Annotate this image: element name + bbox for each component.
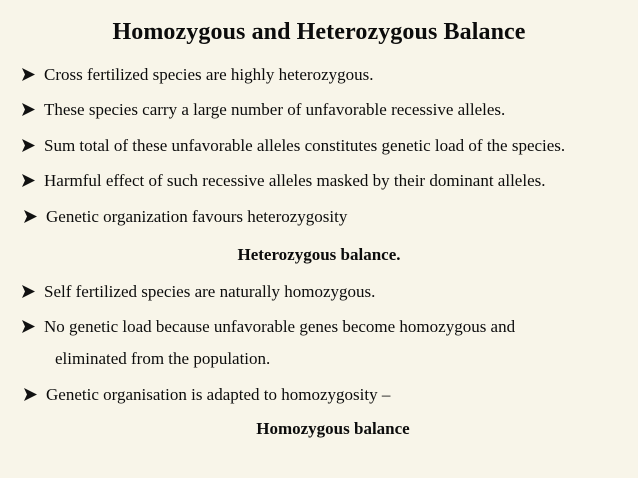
bullet-continuation: eliminated from the population. bbox=[55, 349, 271, 368]
bullet-item bbox=[22, 316, 618, 337]
arrowhead-bullet-icon bbox=[22, 285, 35, 298]
bullet-text: Harmful effect of such recessive alleles masked by their dominant alleles. bbox=[44, 171, 546, 190]
bullet-text: These species carry a large number of unfavorable recessive alleles. bbox=[44, 100, 506, 119]
bullet-text: Self fertilized species are naturally homozygous. bbox=[44, 282, 376, 301]
arrowhead-bullet-icon bbox=[22, 103, 35, 116]
arrowhead-bullet-icon bbox=[24, 210, 37, 223]
arrowhead-bullet-icon bbox=[22, 174, 35, 187]
bullet-text: Sum total of these unfavorable alleles constitutes genetic load of the species. bbox=[44, 136, 566, 155]
bullet-text: Genetic organization favours heterozygosity bbox=[46, 207, 348, 226]
arrowhead-bullet-icon bbox=[22, 320, 35, 333]
slide-title: Homozygous and Heterozygous Balance bbox=[112, 19, 526, 45]
bullet-item bbox=[24, 206, 618, 227]
bullet-item bbox=[24, 384, 618, 405]
arrowhead-bullet-icon bbox=[22, 139, 35, 152]
bullet-item bbox=[22, 99, 618, 120]
bullet-text: No genetic load because unfavorable genes become homozygous and bbox=[44, 317, 516, 336]
arrowhead-bullet-icon bbox=[22, 68, 35, 81]
homozygous-balance-label: Homozygous balance bbox=[256, 419, 410, 438]
bullet-text: Genetic organisation is adapted to homozygosity – bbox=[46, 385, 391, 404]
bullet-text: Cross fertilized species are highly heterozygous. bbox=[44, 65, 374, 84]
bullet-item bbox=[22, 135, 618, 156]
arrowhead-bullet-icon bbox=[24, 388, 37, 401]
heterozygous-balance-label: Heterozygous balance. bbox=[237, 245, 401, 264]
bullet-item bbox=[22, 281, 618, 302]
bullet-item bbox=[22, 170, 618, 191]
bullet-item bbox=[22, 64, 618, 85]
